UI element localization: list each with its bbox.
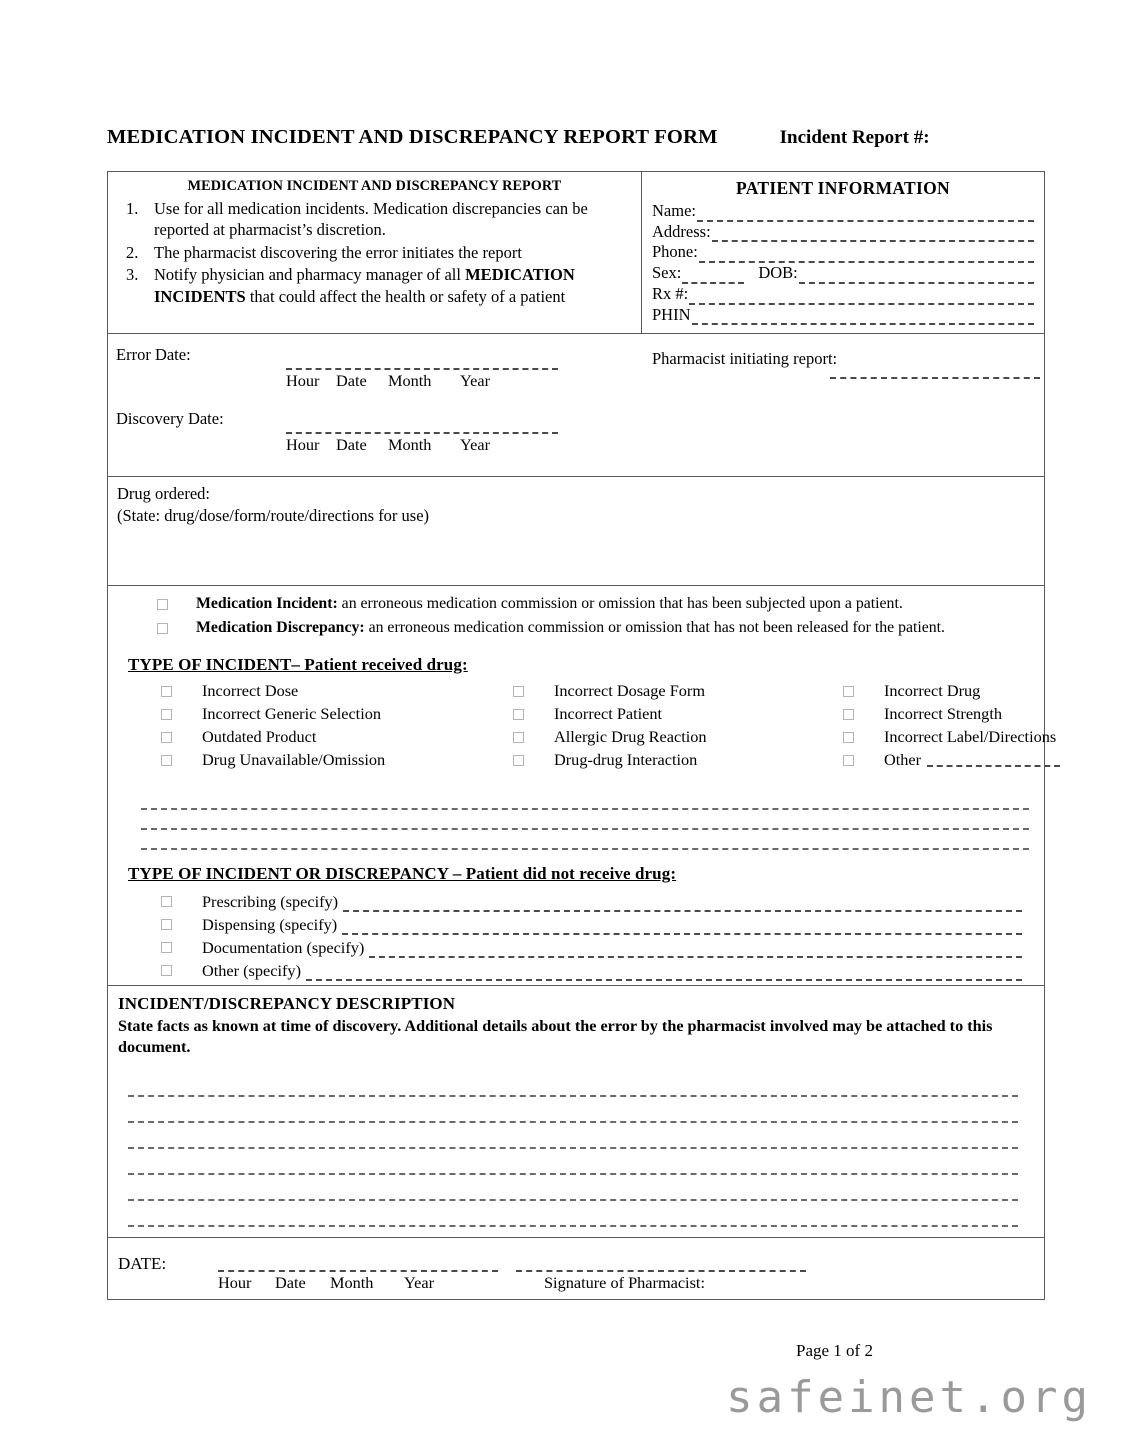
type-of-incident-or-discrepancy-heading: TYPE OF INCIDENT OR DISCREPANCY – Patient did not receive drug: [128, 863, 677, 883]
list-item-number: 3. [126, 265, 139, 285]
option-label: Incorrect Label/Directions [884, 727, 1057, 747]
table-row-description [108, 986, 1044, 1238]
discrepancy-options [128, 889, 1034, 981]
option-label: Incorrect Drug [884, 681, 981, 701]
drug-ordered-sublabel: (State: drug/dose/form/route/directions for use) [117, 505, 430, 525]
unit-year-label: Year [460, 435, 491, 455]
checkbox-prescribing[interactable] [161, 896, 172, 907]
checkbox-medication-discrepancy[interactable] [157, 623, 168, 634]
option-incorrect-dosage-form[interactable] [480, 680, 810, 703]
option-label: Other (specify) [202, 960, 301, 980]
table-row-dates [108, 334, 1044, 477]
error-date-input[interactable] [286, 342, 558, 370]
signature-date-fields [218, 1252, 498, 1293]
patient-information-fields [652, 201, 1034, 325]
option-incorrect-strength[interactable] [810, 703, 1060, 726]
page-indicator-wrap [0, 1341, 1124, 1361]
table-row-header-info [108, 172, 1044, 334]
option-documentation[interactable] [128, 935, 1034, 958]
signature-date-units [218, 1272, 498, 1293]
unit-date-label: Date [336, 371, 367, 391]
pharmacist-initiating-label: Pharmacist initiating report: [652, 349, 838, 369]
definition-medication-discrepancy [117, 618, 1034, 639]
prescribing-specify-input[interactable] [343, 898, 1022, 912]
option-label: Drug-drug Interaction [554, 750, 698, 770]
patient-phone-row [652, 242, 1034, 263]
checkbox-incorrect-label-directions[interactable] [843, 732, 854, 743]
option-outdated-product[interactable] [128, 726, 480, 749]
checkbox-incorrect-dose[interactable] [161, 686, 172, 697]
signature-date-input[interactable] [218, 1252, 498, 1272]
patient-phin-row [652, 305, 1034, 326]
checkbox-other-specify[interactable] [161, 965, 172, 976]
option-allergic-drug-reaction[interactable] [480, 726, 810, 749]
definition-body: an erroneous medication commission or omission that has not been released for the patient. [364, 619, 946, 637]
signature-date-label: DATE: [118, 1254, 167, 1274]
patient-information-heading: PATIENT INFORMATION [736, 178, 950, 198]
drug-ordered-label: Drug ordered: [117, 484, 211, 504]
document-header [107, 126, 1047, 149]
option-dispensing[interactable] [128, 912, 1034, 935]
patient-dob-label: DOB: [758, 263, 798, 283]
option-label: Allergic Drug Reaction [554, 727, 707, 747]
patient-phin-input[interactable] [692, 310, 1034, 326]
patient-rx-row [652, 284, 1034, 305]
checkbox-drug-unavailable-omission[interactable] [161, 755, 172, 766]
signature-line [118, 1252, 1034, 1293]
option-other[interactable] [810, 749, 1060, 772]
definition-text [196, 618, 1034, 639]
checkbox-incorrect-patient[interactable] [513, 709, 524, 720]
option-label: Incorrect Dose [202, 681, 299, 701]
definition-body: an erroneous medication commission or omission that has been subjected upon a patient. [337, 595, 903, 613]
patient-phone-input[interactable] [699, 248, 1034, 264]
page-title: MEDICATION INCIDENT AND DISCREPANCY REPORT FORM [107, 126, 718, 148]
pharmacist-initiating-block [642, 334, 1050, 476]
checkbox-dispensing[interactable] [161, 919, 172, 930]
incident-notes-lines [141, 790, 1034, 850]
patient-address-input[interactable] [712, 227, 1034, 243]
patient-address-row [652, 222, 1034, 243]
patient-name-input[interactable] [697, 206, 1034, 222]
patient-address-label: Address: [652, 221, 711, 241]
page-indicator: Page 1 of 2 [796, 1341, 873, 1360]
discovery-date-input[interactable] [286, 406, 558, 434]
option-label: Documentation (specify) [202, 937, 365, 957]
checkbox-outdated-product[interactable] [161, 732, 172, 743]
list-item [116, 264, 633, 307]
option-label: Dispensing (specify) [202, 914, 338, 934]
description-line[interactable] [128, 1175, 1018, 1201]
type-of-incident-column-3 [810, 680, 1060, 772]
form-table [107, 171, 1057, 1300]
checkbox-other[interactable] [843, 755, 854, 766]
discovery-date-label: Discovery Date: [116, 409, 224, 429]
checkbox-medication-incident[interactable] [157, 599, 168, 610]
notes-line[interactable] [141, 790, 1029, 810]
option-incorrect-generic-selection[interactable] [128, 703, 480, 726]
signature-cell [108, 1238, 1044, 1299]
incident-types-cell [108, 586, 1057, 985]
unit-month-label: Month [388, 435, 432, 455]
unit-date-label: Date [275, 1273, 306, 1293]
notes-line[interactable] [141, 830, 1029, 850]
definition-term: Medication Discrepancy: [196, 619, 365, 637]
pharmacist-signature-label: Signature of Pharmacist: [544, 1273, 705, 1293]
patient-name-row [652, 201, 1034, 222]
discovery-date-units [286, 434, 558, 455]
list-item-text-post: that could affect the health or safety of a patient [245, 286, 566, 306]
other-specify-text-input[interactable] [306, 967, 1022, 981]
error-date-units [286, 370, 558, 391]
other-specify-input[interactable] [927, 754, 1060, 767]
definition-term: Medication Incident: [196, 595, 338, 613]
documentation-specify-input[interactable] [369, 944, 1022, 958]
error-date-block [116, 342, 634, 391]
option-label: Incorrect Generic Selection [202, 704, 381, 724]
pharmacist-initiating-input[interactable] [830, 363, 1040, 379]
watermark: safeinet.org [726, 1372, 1092, 1423]
patient-sex-label: Sex: [652, 263, 682, 283]
description-line[interactable] [128, 1149, 1018, 1175]
option-label: Outdated Product [202, 727, 317, 747]
type-of-incident-grid [128, 680, 1057, 772]
patient-rx-input[interactable] [689, 289, 1034, 305]
checkbox-allergic-drug-reaction[interactable] [513, 732, 524, 743]
checkbox-drug-drug-interaction[interactable] [513, 755, 524, 766]
dates-left [108, 334, 642, 476]
notes-line[interactable] [141, 810, 1029, 830]
list-item-number: 2. [126, 242, 139, 262]
drug-ordered-cell[interactable] [108, 477, 1044, 585]
unit-hour-label: Hour [286, 371, 320, 391]
type-of-incident-heading: TYPE OF INCIDENT– Patient received drug: [128, 654, 468, 674]
option-prescribing[interactable] [128, 889, 1034, 912]
patient-sex-input[interactable] [682, 268, 744, 284]
checkbox-incorrect-dosage-form[interactable] [513, 686, 524, 697]
discovery-date-block [116, 406, 634, 455]
option-drug-drug-interaction[interactable] [480, 749, 810, 772]
instructions-heading: MEDICATION INCIDENT AND DISCREPANCY REPORT [187, 178, 562, 194]
dispensing-specify-input[interactable] [342, 921, 1022, 935]
list-item-label [154, 264, 633, 307]
unit-date-label: Date [336, 435, 367, 455]
checkbox-incorrect-drug[interactable] [843, 686, 854, 697]
patient-information-cell [642, 172, 1044, 333]
checkbox-documentation[interactable] [161, 942, 172, 953]
description-title: INCIDENT/DISCREPANCY DESCRIPTION [118, 993, 456, 1013]
pharmacist-signature-block [516, 1252, 1034, 1293]
unit-year-label: Year [460, 371, 491, 391]
option-label: Prescribing (specify) [202, 891, 339, 911]
list-item-label: Use for all medication incidents. Medication discrepancies can be reported at pharmacist’s discretion. [154, 199, 588, 240]
description-line[interactable] [128, 1071, 1018, 1097]
patient-phin-label: PHIN [652, 304, 691, 324]
option-label: Other [884, 750, 922, 770]
patient-rx-label: Rx #: [652, 283, 689, 303]
option-incorrect-drug[interactable] [810, 680, 1060, 703]
option-other-specify[interactable] [128, 958, 1034, 981]
unit-hour-label: Hour [218, 1273, 252, 1293]
definition-text [196, 594, 1034, 615]
description-line[interactable] [128, 1201, 1018, 1227]
unit-year-label: Year [404, 1273, 435, 1293]
option-label: Incorrect Patient [554, 704, 663, 724]
list-item-text-emphasis: MEDICATION INCIDENTS [154, 265, 575, 306]
unit-hour-label: Hour [286, 435, 320, 455]
patient-dob-input[interactable] [799, 268, 1034, 284]
list-item-text-pre: Notify physician and pharmacy manager of all [154, 265, 466, 285]
error-date-fields [286, 342, 558, 391]
list-item-number: 1. [126, 199, 139, 218]
discovery-date-fields [286, 406, 558, 455]
table-row-signature [108, 1238, 1044, 1299]
dates-cell [108, 334, 1044, 476]
error-date-label: Error Date: [116, 345, 191, 365]
checkbox-incorrect-strength[interactable] [843, 709, 854, 720]
table-row-drug-ordered [108, 477, 1044, 586]
description-line[interactable] [128, 1097, 1018, 1123]
option-incorrect-label-directions[interactable] [810, 726, 1060, 749]
option-drug-unavailable-omission[interactable] [128, 749, 480, 772]
option-label: Incorrect Dosage Form [554, 681, 705, 701]
incident-report-number-label: Incident Report #: [779, 127, 930, 148]
unit-month-label: Month [388, 371, 432, 391]
list-item-label: The pharmacist discovering the error initiates the report [154, 242, 522, 262]
table-row-incident-types [108, 586, 1057, 986]
checkbox-incorrect-generic-selection[interactable] [161, 709, 172, 720]
description-subtitle: State facts as known at time of discovery. Additional details about the error by the pharmacist involved may be attached to this document. [118, 1016, 993, 1056]
list-item [116, 242, 633, 263]
definition-medication-incident [117, 594, 1034, 615]
type-of-incident-column-1 [128, 680, 480, 772]
instructions-list [116, 198, 633, 307]
option-incorrect-dose[interactable] [128, 680, 480, 703]
option-label: Drug Unavailable/Omission [202, 750, 386, 770]
description-line[interactable] [128, 1123, 1018, 1149]
description-cell [108, 986, 1044, 1237]
patient-sex-dob-row [652, 263, 1034, 284]
pharmacist-signature-input[interactable] [516, 1252, 806, 1272]
list-item [116, 198, 633, 241]
description-lines [118, 1071, 1034, 1227]
instructions-cell [108, 172, 642, 333]
patient-name-label: Name: [652, 201, 696, 220]
option-incorrect-patient[interactable] [480, 703, 810, 726]
patient-phone-label: Phone: [652, 242, 698, 262]
type-of-incident-column-2 [480, 680, 810, 772]
option-label: Incorrect Strength [884, 704, 1002, 724]
unit-month-label: Month [330, 1273, 374, 1293]
